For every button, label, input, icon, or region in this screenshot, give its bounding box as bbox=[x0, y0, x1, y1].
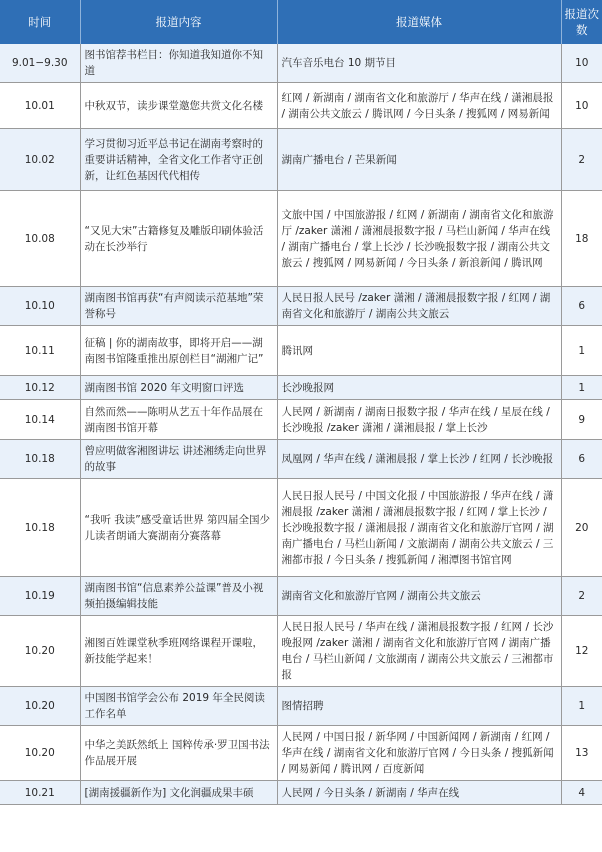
table-body bbox=[0, 44, 602, 805]
row-time: 10.11 bbox=[0, 326, 80, 376]
row-time: 10.18 bbox=[0, 440, 80, 479]
row-time: 10.02 bbox=[0, 129, 80, 191]
table-row bbox=[0, 376, 602, 400]
row-time: 10.14 bbox=[0, 400, 80, 440]
header-time: 时间 bbox=[0, 0, 80, 44]
row-media: 腾讯网 bbox=[277, 326, 561, 376]
row-count: 10 bbox=[561, 44, 602, 83]
row-time: 10.10 bbox=[0, 287, 80, 326]
row-content: 湖南图书馆“信息素养公益课”普及小视频拍摄编辑技能 bbox=[80, 577, 277, 616]
row-time: 10.20 bbox=[0, 687, 80, 726]
row-media: 红网 / 新湖南 / 湖南省文化和旅游厅 / 华声在线 / 潇湘晨报 / 湖南公共文旅云 / 腾讯网 / 今日头条 / 搜狐网 / 网易新闻 bbox=[277, 83, 561, 129]
row-count: 1 bbox=[561, 326, 602, 376]
table-row bbox=[0, 326, 602, 376]
row-media: 人民网 / 中国日报 / 新华网 / 中国新闻网 / 新湖南 / 红网 / 华声在线 / 湖南省文化和旅游厅官网 / 今日头条 / 搜狐新闻 / 网易新闻 / 腾讯网 / 百度新闻 bbox=[277, 726, 561, 781]
header-row bbox=[0, 0, 602, 44]
row-media: 人民网 / 今日头条 / 新湖南 / 华声在线 bbox=[277, 781, 561, 805]
row-content: “我听 我读”感受童话世界 第四届全国少儿读者朗诵大赛湖南分赛落幕 bbox=[80, 479, 277, 577]
row-media: 湖南省文化和旅游厅官网 / 湖南公共文旅云 bbox=[277, 577, 561, 616]
table-row bbox=[0, 781, 602, 805]
row-time: 9.01−9.30 bbox=[0, 44, 80, 83]
table-header bbox=[0, 0, 602, 44]
row-count: 6 bbox=[561, 287, 602, 326]
row-time: 10.08 bbox=[0, 191, 80, 287]
row-media: 汽车音乐电台 10 期节目 bbox=[277, 44, 561, 83]
row-count: 12 bbox=[561, 616, 602, 687]
header-content: 报道内容 bbox=[80, 0, 277, 44]
row-count: 1 bbox=[561, 687, 602, 726]
row-media: 凤凰网 / 华声在线 / 潇湘晨报 / 掌上长沙 / 红网 / 长沙晚报 bbox=[277, 440, 561, 479]
table-row bbox=[0, 726, 602, 781]
row-content: 学习贯彻习近平总书记在湖南考察时的重要讲话精神，全省文化工作者守正创新，让红色基因代代相传 bbox=[80, 129, 277, 191]
table-row bbox=[0, 287, 602, 326]
row-media: 长沙晚报网 bbox=[277, 376, 561, 400]
row-content: 中秋双节，读步课堂邀您共赏文化名楼 bbox=[80, 83, 277, 129]
row-time: 10.20 bbox=[0, 616, 80, 687]
header-media: 报道媒体 bbox=[277, 0, 561, 44]
row-count: 13 bbox=[561, 726, 602, 781]
row-content: 湖南图书馆再获“有声阅读示范基地”荣誉称号 bbox=[80, 287, 277, 326]
table-row bbox=[0, 479, 602, 577]
row-content: 曾应明做客湘图讲坛 讲述湘绣走向世界的故事 bbox=[80, 440, 277, 479]
row-count: 2 bbox=[561, 129, 602, 191]
row-content: 图书馆荐书栏目：你知道我知道你不知道 bbox=[80, 44, 277, 83]
row-media: 文旅中国 / 中国旅游报 / 红网 / 新湖南 / 湖南省文化和旅游厅 /zaker 潇湘 / 潇湘晨报数字报 / 马栏山新闻 / 华声在线 / 湖南广播电台 / 掌上长沙 / 长沙晚报数字报 / 湖南公共文旅云 / 搜狐网 / 网易新闻 / 今日头条 / 新浪新闻 / 腾讯网 bbox=[277, 191, 561, 287]
table-row bbox=[0, 129, 602, 191]
row-media: 人民日报人民号 / 华声在线 / 潇湘晨报数字报 / 红网 / 长沙晚报网 /zaker 潇湘 / 湖南省文化和旅游厅官网 / 湖南广播电台 / 马栏山新闻 / 文旅湖南 / 湖南公共文旅云 / 三湘都市报 bbox=[277, 616, 561, 687]
row-media: 人民日报人民号 /zaker 潇湘 / 潇湘晨报数字报 / 红网 / 湖南省文化和旅游厅 / 湖南公共文旅云 bbox=[277, 287, 561, 326]
row-count: 2 bbox=[561, 577, 602, 616]
row-content: 中国图书馆学会公布 2019 年全民阅读工作名单 bbox=[80, 687, 277, 726]
row-count: 1 bbox=[561, 376, 602, 400]
row-media: 湖南广播电台 / 芒果新闻 bbox=[277, 129, 561, 191]
row-content: 湘图百姓课堂秋季班网络课程开课啦，新技能学起来！ bbox=[80, 616, 277, 687]
table-row bbox=[0, 616, 602, 687]
table-row bbox=[0, 440, 602, 479]
row-content: 自然而然——陈明从艺五十年作品展在湖南图书馆开幕 bbox=[80, 400, 277, 440]
row-count: 10 bbox=[561, 83, 602, 129]
row-time: 10.19 bbox=[0, 577, 80, 616]
row-time: 10.18 bbox=[0, 479, 80, 577]
row-content: “又见大宋”古籍修复及雕版印刷体验活动在长沙举行 bbox=[80, 191, 277, 287]
row-media: 人民网 / 新湖南 / 湖南日报数字报 / 华声在线 / 星辰在线 / 长沙晚报 /zaker 潇湘 / 潇湘晨报 / 掌上长沙 bbox=[277, 400, 561, 440]
table-row bbox=[0, 44, 602, 83]
row-media: 图情招聘 bbox=[277, 687, 561, 726]
row-content: 湖南图书馆 2020 年文明窗口评选 bbox=[80, 376, 277, 400]
table-row bbox=[0, 687, 602, 726]
row-count: 20 bbox=[561, 479, 602, 577]
row-content: [湖南援疆新作为] 文化润疆成果丰硕 bbox=[80, 781, 277, 805]
row-count: 4 bbox=[561, 781, 602, 805]
row-count: 6 bbox=[561, 440, 602, 479]
row-content: 征稿 | 你的湖南故事，即将开启——湖南图书馆隆重推出原创栏目“湖湘广记” bbox=[80, 326, 277, 376]
table-row bbox=[0, 577, 602, 616]
table-row bbox=[0, 400, 602, 440]
row-time: 10.12 bbox=[0, 376, 80, 400]
row-count: 9 bbox=[561, 400, 602, 440]
table-row bbox=[0, 83, 602, 129]
row-time: 10.21 bbox=[0, 781, 80, 805]
row-time: 10.20 bbox=[0, 726, 80, 781]
row-count: 18 bbox=[561, 191, 602, 287]
row-media: 人民日报人民号 / 中国文化报 / 中国旅游报 / 华声在线 / 潇湘晨报 /zaker 潇湘 / 潇湘晨报数字报 / 红网 / 掌上长沙 / 长沙晚报数字报 / 潇湘晨报 / 湖南省文化和旅游厅官网 / 湖南广播电台 / 马栏山新闻 / 文旅湖南 / 湖南公共文旅云 / 三湘都市报 / 今日头条 / 搜狐新闻 / 湘潭图书馆官网 bbox=[277, 479, 561, 577]
row-time: 10.01 bbox=[0, 83, 80, 129]
header-count: 报道次数 bbox=[561, 0, 602, 44]
row-content: 中华之美跃然纸上 国粹传承·罗卫国书法作品展开展 bbox=[80, 726, 277, 781]
table-row bbox=[0, 191, 602, 287]
